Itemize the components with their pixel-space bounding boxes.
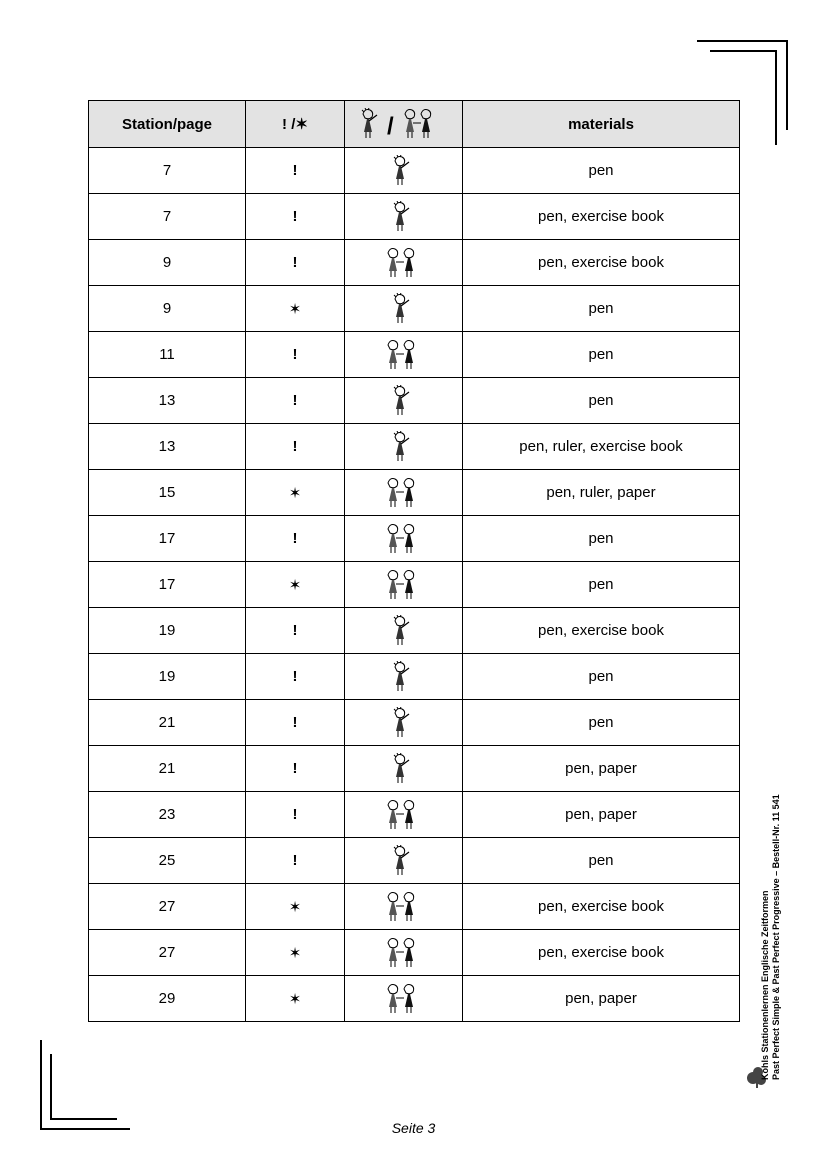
single-or-pair-work-icon [359,108,449,140]
cell-page: 13 [89,424,246,470]
table-row [89,240,740,286]
cell-page: 19 [89,654,246,700]
single-work-icon [391,201,417,233]
pair-work-icon [386,891,422,923]
cell-page: 9 [89,286,246,332]
table-row [89,470,740,516]
cell-mark: ! [246,148,345,194]
cell-work-form [345,884,463,930]
pair-work-icon [386,339,422,371]
cell-materials: pen [463,332,740,378]
cell-mark: ! [246,516,345,562]
cell-mark: ✶ [246,930,345,976]
cell-work-form [345,746,463,792]
cell-materials: pen, exercise book [463,884,740,930]
cell-materials: pen [463,378,740,424]
cell-materials: pen, exercise book [463,194,740,240]
cell-mark: ! [246,746,345,792]
cell-page: 15 [89,470,246,516]
page-number: Seite 3 [391,1120,436,1136]
cell-materials: pen [463,700,740,746]
cell-mark: ! [246,378,345,424]
single-work-icon [391,753,417,785]
pair-work-icon [386,247,422,279]
cell-work-form [345,608,463,654]
cell-work-form [345,194,463,240]
single-work-icon [391,155,417,187]
header-station: Station/page [89,101,246,148]
pair-work-icon [386,799,422,831]
single-work-icon [391,293,417,325]
cell-mark: ✶ [246,562,345,608]
pair-work-icon [386,477,422,509]
cell-work-form [345,838,463,884]
cell-materials: pen, exercise book [463,240,740,286]
publisher-credit [760,660,782,1080]
cell-materials: pen, ruler, exercise book [463,424,740,470]
svg-text:/: / [386,113,394,140]
cell-page: 9 [89,240,246,286]
pair-person-icon [405,110,431,139]
cell-work-form [345,792,463,838]
cell-mark: ✶ [246,286,345,332]
pair-work-icon [386,983,422,1015]
cell-mark: ! [246,792,345,838]
table-row [89,608,740,654]
cell-page: 25 [89,838,246,884]
single-work-icon [391,845,417,877]
cell-materials: pen, paper [463,976,740,1022]
cell-work-form [345,148,463,194]
cell-mark: ✶ [246,884,345,930]
cell-work-form [345,700,463,746]
cell-materials: pen, exercise book [463,930,740,976]
table-row [89,930,740,976]
table-row [89,700,740,746]
table-row [89,562,740,608]
table-row [89,746,740,792]
cell-mark: ! [246,194,345,240]
cell-mark: ! [246,240,345,286]
single-work-icon [391,661,417,693]
table-row [89,332,740,378]
cell-page: 7 [89,148,246,194]
table-row [89,976,740,1022]
cell-page: 27 [89,884,246,930]
table-row [89,516,740,562]
header-work-form [345,101,463,148]
cell-materials: pen [463,286,740,332]
cell-mark: ! [246,332,345,378]
cell-work-form [345,976,463,1022]
credit-line-1: Kohls Stationenlernen Englische Zeitformen [760,890,770,1080]
cell-mark: ✶ [246,976,345,1022]
cell-work-form [345,332,463,378]
cell-mark: ! [246,608,345,654]
table-row [89,884,740,930]
cell-page: 7 [89,194,246,240]
cell-materials: pen, paper [463,792,740,838]
cell-work-form [345,654,463,700]
pair-work-icon [386,937,422,969]
pair-work-icon [386,569,422,601]
cell-work-form [345,562,463,608]
single-person-icon [362,108,377,138]
single-work-icon [391,385,417,417]
cell-mark: ! [246,424,345,470]
cell-page: 21 [89,700,246,746]
table-row [89,654,740,700]
cell-materials: pen, exercise book [463,608,740,654]
table-row [89,286,740,332]
table-row [89,148,740,194]
cell-work-form [345,240,463,286]
table-row [89,424,740,470]
cell-work-form [345,516,463,562]
single-work-icon [391,707,417,739]
stations-table [88,100,740,1022]
header-mark: ! /✶ [246,101,345,148]
cell-page: 11 [89,332,246,378]
table-row [89,792,740,838]
cell-page: 19 [89,608,246,654]
cell-work-form [345,930,463,976]
cell-work-form [345,286,463,332]
table-header-row [89,101,740,148]
cell-materials: pen [463,148,740,194]
single-work-icon [391,431,417,463]
cell-page: 27 [89,930,246,976]
cell-materials: pen, ruler, paper [463,470,740,516]
cell-materials: pen, paper [463,746,740,792]
cell-mark: ! [246,700,345,746]
cell-materials: pen [463,838,740,884]
cell-mark: ! [246,838,345,884]
cell-page: 13 [89,378,246,424]
cell-materials: pen [463,654,740,700]
cell-mark: ✶ [246,470,345,516]
cell-materials: pen [463,562,740,608]
cell-page: 17 [89,562,246,608]
table-row [89,838,740,884]
table-row [89,194,740,240]
single-work-icon [391,615,417,647]
cell-materials: pen [463,516,740,562]
cell-work-form [345,378,463,424]
cell-page: 29 [89,976,246,1022]
cell-page: 21 [89,746,246,792]
credit-line-2: Past Perfect Simple & Past Perfect Progressive – Bestell-Nr. 11 541 [771,794,781,1080]
header-materials: materials [463,101,740,148]
cell-work-form [345,470,463,516]
cell-page: 23 [89,792,246,838]
cell-mark: ! [246,654,345,700]
table-row [89,378,740,424]
cell-work-form [345,424,463,470]
cell-page: 17 [89,516,246,562]
pair-work-icon [386,523,422,555]
